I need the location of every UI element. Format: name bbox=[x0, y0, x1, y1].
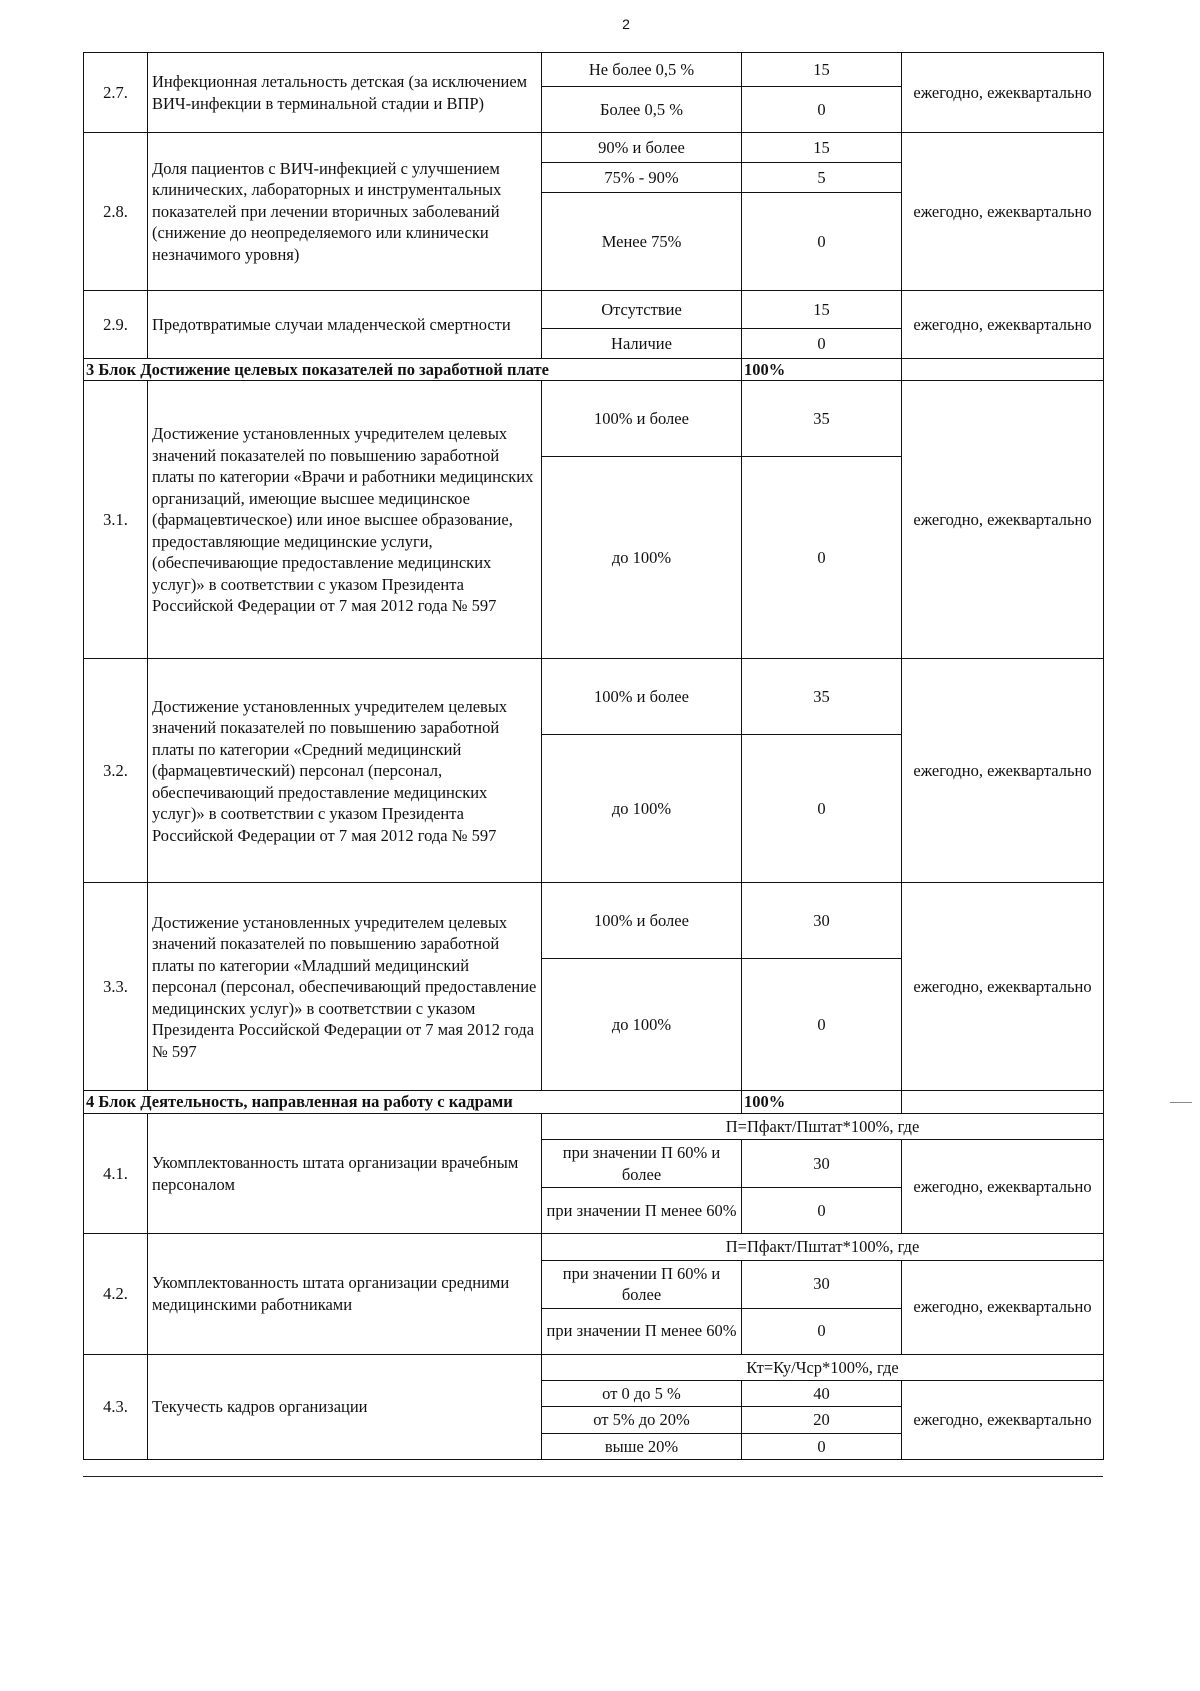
page-number: 2 bbox=[622, 16, 630, 32]
indicator-text: Укомплектованность штата организации средними медицинскими работниками bbox=[148, 1234, 542, 1354]
block-header bbox=[84, 359, 1104, 381]
criterion-cell: Менее 75% bbox=[542, 193, 742, 291]
row-number: 3.3. bbox=[84, 883, 148, 1091]
criterion-cell: от 0 до 5 % bbox=[542, 1380, 742, 1406]
indicator-text: Текучесть кадров организации bbox=[148, 1354, 542, 1460]
score-cell: 30 bbox=[742, 1140, 902, 1188]
table-row bbox=[84, 883, 1104, 959]
score-cell: 15 bbox=[742, 133, 902, 163]
row-number: 3.1. bbox=[84, 381, 148, 659]
criterion-cell: от 5% до 20% bbox=[542, 1407, 742, 1433]
period-cell: ежегодно, ежеквартально bbox=[902, 1140, 1104, 1234]
row-number: 4.3. bbox=[84, 1354, 148, 1460]
row-number: 4.1. bbox=[84, 1113, 148, 1233]
row-number: 4.2. bbox=[84, 1234, 148, 1354]
score-cell: 0 bbox=[742, 87, 902, 133]
score-cell: 15 bbox=[742, 291, 902, 329]
score-cell: 0 bbox=[742, 329, 902, 359]
criterion-cell: при значении П менее 60% bbox=[542, 1188, 742, 1234]
criterion-cell: 75% - 90% bbox=[542, 163, 742, 193]
block-header bbox=[84, 1091, 1104, 1113]
period-cell: ежегодно, ежеквартально bbox=[902, 1260, 1104, 1354]
criterion-cell: при значении П 60% и более bbox=[542, 1260, 742, 1308]
period-cell: ежегодно, ежеквартально bbox=[902, 381, 1104, 659]
block-title-cell bbox=[84, 359, 742, 381]
table-row bbox=[84, 291, 1104, 329]
score-cell: 30 bbox=[742, 1260, 902, 1308]
criterion-cell: до 100% bbox=[542, 959, 742, 1091]
formula-cell: П=Пфакт/Пштат*100%, где bbox=[542, 1234, 1104, 1260]
block-title: Достижение целевых показателей по заработной плате bbox=[140, 360, 549, 379]
block-empty-cell bbox=[902, 1091, 1104, 1113]
score-cell: 0 bbox=[742, 457, 902, 659]
table-row bbox=[84, 1113, 1104, 1139]
table-row bbox=[84, 133, 1104, 163]
criterion-cell: до 100% bbox=[542, 735, 742, 883]
formula-cell: Кт=Ку/Чср*100%, где bbox=[542, 1354, 1104, 1380]
period-cell: ежегодно, ежеквартально bbox=[902, 1380, 1104, 1459]
score-cell: 30 bbox=[742, 883, 902, 959]
row-number: 2.9. bbox=[84, 291, 148, 359]
criterion-cell: 100% и более bbox=[542, 381, 742, 457]
bottom-divider bbox=[83, 1476, 1103, 1477]
score-cell: 40 bbox=[742, 1380, 902, 1406]
score-cell: 0 bbox=[742, 1308, 902, 1354]
block-weight: 100% bbox=[742, 1091, 902, 1113]
score-cell: 0 bbox=[742, 1433, 902, 1459]
score-cell: 20 bbox=[742, 1407, 902, 1433]
indicator-text: Укомплектованность штата организации врачебным персоналом bbox=[148, 1113, 542, 1233]
period-cell: ежегодно, ежеквартально bbox=[902, 53, 1104, 133]
criterion-cell: до 100% bbox=[542, 457, 742, 659]
block-weight: 100% bbox=[742, 359, 902, 381]
table-row bbox=[84, 381, 1104, 457]
row-number: 2.8. bbox=[84, 133, 148, 291]
criterion-cell: выше 20% bbox=[542, 1433, 742, 1459]
score-cell: 15 bbox=[742, 53, 902, 87]
criterion-cell: при значении П 60% и более bbox=[542, 1140, 742, 1188]
table-row bbox=[84, 1354, 1104, 1380]
period-cell: ежегодно, ежеквартально bbox=[902, 291, 1104, 359]
row-number: 2.7. bbox=[84, 53, 148, 133]
indicator-text: Инфекционная летальность детская (за исключением ВИЧ-инфекции в терминальной стадии и ВПР) bbox=[148, 53, 542, 133]
period-cell: ежегодно, ежеквартально bbox=[902, 883, 1104, 1091]
score-cell: 35 bbox=[742, 381, 902, 457]
criteria-table bbox=[83, 52, 1104, 1460]
score-cell: 5 bbox=[742, 163, 902, 193]
score-cell: 0 bbox=[742, 959, 902, 1091]
block-title-cell bbox=[84, 1091, 742, 1113]
criterion-cell: Не более 0,5 % bbox=[542, 53, 742, 87]
indicator-text: Достижение установленных учредителем целевых значений показателей по повышению заработной платы по категории «Младший медицинский персонал (персонал, обеспечивающий предоставление медицинских услуг)» в соответствии с указом Президента Российской Федерации от 7 мая 2012 года № 597 bbox=[148, 883, 542, 1091]
indicator-text: Предотвратимые случаи младенческой смертности bbox=[148, 291, 542, 359]
score-cell: 35 bbox=[742, 659, 902, 735]
indicator-text: Достижение установленных учредителем целевых значений показателей по повышению заработной платы по категории «Средний медицинский (фармацевтический) персонал (персонал, обеспечивающий предоставление медицинских услуг)» в соответствии с указом Президента Российской Федерации от 7 мая 2012 года № 597 bbox=[148, 659, 542, 883]
block-label: 3 Блок bbox=[86, 360, 137, 379]
criterion-cell: Наличие bbox=[542, 329, 742, 359]
formula-cell: П=Пфакт/Пштат*100%, где bbox=[542, 1113, 1104, 1139]
criterion-cell: 100% и более bbox=[542, 883, 742, 959]
criterion-cell: 100% и более bbox=[542, 659, 742, 735]
table-row bbox=[84, 1234, 1104, 1260]
score-cell: 0 bbox=[742, 1188, 902, 1234]
criterion-cell: при значении П менее 60% bbox=[542, 1308, 742, 1354]
score-cell: 0 bbox=[742, 735, 902, 883]
indicator-text: Достижение установленных учредителем целевых значений показателей по повышению заработной платы по категории «Врачи и работники медицинских организаций, имеющие высшее медицинское (фармацевтическое) или иное высшее образование, предоставляющие медицинские услуги, (обеспечивающие предоставление медицинских услуг)» в соответствии с указом Президента Российской Федерации от 7 мая 2012 года № 597 bbox=[148, 381, 542, 659]
period-cell: ежегодно, ежеквартально bbox=[902, 659, 1104, 883]
criterion-cell: 90% и более bbox=[542, 133, 742, 163]
table-row bbox=[84, 659, 1104, 735]
indicator-text: Доля пациентов с ВИЧ-инфекцией с улучшением клинических, лабораторных и инструментальных показателей при лечении вторичных заболеваний (снижение до неопределяемого или клинически незначимого уровня) bbox=[148, 133, 542, 291]
block-title: Деятельность, направленная на работу с кадрами bbox=[140, 1092, 513, 1112]
period-cell: ежегодно, ежеквартально bbox=[902, 133, 1104, 291]
criterion-cell: Отсутствие bbox=[542, 291, 742, 329]
score-cell: 0 bbox=[742, 193, 902, 291]
block-empty-cell bbox=[902, 359, 1104, 381]
row-number: 3.2. bbox=[84, 659, 148, 883]
criterion-cell: Более 0,5 % bbox=[542, 87, 742, 133]
block-label: 4 Блок bbox=[86, 1092, 137, 1112]
margin-mark bbox=[1170, 1102, 1192, 1103]
table-row bbox=[84, 53, 1104, 87]
